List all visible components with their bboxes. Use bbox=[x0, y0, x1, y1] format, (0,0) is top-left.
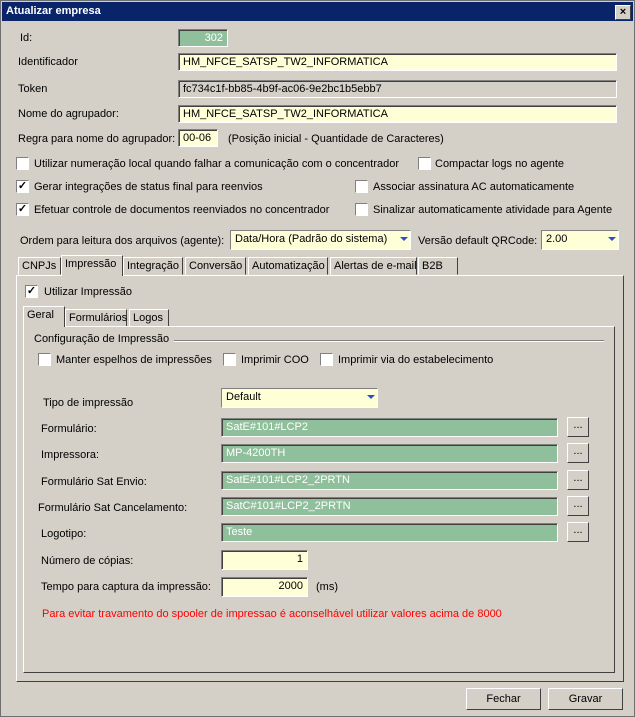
impressora-browse-button[interactable]: ... bbox=[567, 443, 589, 463]
chk-associar-ac[interactable] bbox=[355, 180, 368, 193]
window-title: Atualizar empresa bbox=[6, 5, 101, 17]
imprimir-coo-label: Imprimir COO bbox=[241, 354, 309, 366]
subtab-formularios[interactable]: Formulários bbox=[65, 309, 127, 327]
subtab-logos[interactable]: Logos bbox=[129, 309, 169, 327]
chk-numeracao-local[interactable] bbox=[16, 157, 29, 170]
chevron-down-icon bbox=[400, 237, 408, 241]
tab-impressao[interactable]: Impressão bbox=[61, 255, 123, 276]
config-impressao-title: Configuração de Impressão bbox=[34, 333, 170, 345]
tab-cnpjs[interactable]: CNPJs bbox=[18, 257, 61, 275]
chevron-down-icon bbox=[608, 237, 616, 241]
tempo-input[interactable]: 2000 bbox=[221, 577, 308, 597]
copias-label: Número de cópias: bbox=[41, 555, 134, 567]
tipo-impressao-select[interactable] bbox=[221, 388, 378, 408]
utilizar-impressao-label: Utilizar Impressão bbox=[44, 286, 133, 298]
title-bar bbox=[2, 2, 633, 21]
gravar-button[interactable]: Gravar bbox=[548, 688, 623, 710]
tempo-unit: (ms) bbox=[316, 581, 338, 593]
chk-gerar-integracoes-label: Gerar integrações de status final para reenvios bbox=[34, 181, 263, 193]
tab-b2b[interactable]: B2B bbox=[418, 257, 458, 275]
tempo-label: Tempo para captura da impressão: bbox=[41, 581, 211, 593]
sat-envio-field: SatE#101#LCP2_2PRTN bbox=[221, 471, 558, 490]
ordem-select-value: Data/Hora (Padrão do sistema) bbox=[235, 233, 388, 245]
sat-envio-browse-button[interactable]: ... bbox=[567, 470, 589, 490]
group-divider bbox=[174, 340, 604, 342]
qrcode-select-value: 2.00 bbox=[546, 233, 568, 245]
formulario-field: SatE#101#LCP2 bbox=[221, 418, 558, 437]
spooler-warning: Para evitar travamento do spooler de impressao é aconselhável utilizar valores acima de 8000 bbox=[42, 608, 502, 620]
chk-controle-docs-label: Efetuar controle de documentos reenviados no concentrador bbox=[34, 204, 330, 216]
tipo-impressao-value: Default bbox=[226, 391, 261, 403]
close-button[interactable]: × bbox=[615, 5, 631, 20]
ordem-select[interactable] bbox=[230, 230, 411, 250]
impressao-panel bbox=[16, 275, 624, 682]
identificador-label: Identificador bbox=[18, 56, 78, 68]
imprimir-via-label: Imprimir via do estabelecimento bbox=[338, 354, 494, 366]
chk-numeracao-local-label: Utilizar numeração local quando falhar a comunicação com o concentrador bbox=[34, 158, 400, 170]
agrupador-label: Nome do agrupador: bbox=[18, 108, 119, 120]
chk-sinalizar-label: Sinalizar automaticamente atividade para Agente bbox=[373, 204, 613, 216]
chk-imprimir-via[interactable] bbox=[320, 353, 333, 366]
ordem-label: Ordem para leitura dos arquivos (agente): bbox=[20, 235, 225, 247]
chk-compactar-logs[interactable] bbox=[418, 157, 431, 170]
impressora-field: MP-4200TH bbox=[221, 444, 558, 463]
agrupador-input[interactable]: HM_NFCE_SATSP_TW2_INFORMATICA bbox=[178, 105, 617, 123]
chk-controle-docs[interactable]: ✓ bbox=[17, 203, 28, 215]
sat-cancelamento-label: Formulário Sat Cancelamento: bbox=[38, 502, 188, 514]
tipo-impressao-label: Tipo de impressão bbox=[43, 397, 134, 409]
manter-espelhos-label: Manter espelhos de impressões bbox=[56, 354, 212, 366]
chk-manter-espelhos[interactable] bbox=[38, 353, 51, 366]
qrcode-select[interactable] bbox=[541, 230, 619, 250]
impressora-label: Impressora: bbox=[41, 449, 100, 461]
sat-cancelamento-browse-button[interactable]: ... bbox=[567, 496, 589, 516]
subtab-geral[interactable]: Geral bbox=[23, 306, 65, 327]
regra-label: Regra para nome do agrupador: bbox=[18, 133, 176, 145]
identificador-input[interactable]: HM_NFCE_SATSP_TW2_INFORMATICA bbox=[178, 53, 617, 71]
token-label: Token bbox=[18, 83, 48, 95]
logotipo-field: Teste bbox=[221, 523, 558, 542]
tab-automatizacao[interactable]: Automatização bbox=[248, 257, 328, 275]
geral-panel bbox=[23, 326, 615, 673]
regra-hint: (Posição inicial - Quantidade de Caracteres) bbox=[228, 133, 444, 145]
chk-compactar-logs-label: Compactar logs no agente bbox=[435, 158, 565, 170]
sat-envio-label: Formulário Sat Envio: bbox=[41, 476, 147, 488]
chk-imprimir-coo[interactable] bbox=[223, 353, 236, 366]
chk-utilizar-impressao[interactable]: ✓ bbox=[26, 285, 37, 297]
qrcode-label: Versão default QRCode: bbox=[418, 235, 538, 247]
fechar-button[interactable]: Fechar bbox=[466, 688, 541, 710]
chk-gerar-integracoes[interactable]: ✓ bbox=[17, 180, 28, 192]
formulario-browse-button[interactable]: ... bbox=[567, 417, 589, 437]
chevron-down-icon bbox=[367, 395, 375, 399]
chk-sinalizar[interactable] bbox=[355, 203, 368, 216]
id-label: Id: bbox=[20, 32, 33, 44]
id-field: 302 bbox=[178, 29, 228, 47]
chk-associar-ac-label: Associar assinatura AC automaticamente bbox=[373, 181, 575, 193]
token-field: fc734c1f-bb85-4b9f-ac06-9e2bc1b5ebb7 bbox=[178, 80, 617, 98]
logotipo-label: Logotipo: bbox=[41, 528, 87, 540]
tab-conversao[interactable]: Conversão bbox=[185, 257, 246, 275]
copias-input[interactable]: 1 bbox=[221, 550, 308, 570]
formulario-label: Formulário: bbox=[41, 423, 97, 435]
logotipo-browse-button[interactable]: ... bbox=[567, 522, 589, 542]
tab-alertas-email[interactable]: Alertas de e-mail bbox=[330, 257, 417, 275]
regra-input[interactable]: 00-06 bbox=[178, 129, 218, 147]
tab-integracao[interactable]: Integração bbox=[123, 257, 183, 275]
sat-cancelamento-field: SatC#101#LCP2_2PRTN bbox=[221, 497, 558, 516]
